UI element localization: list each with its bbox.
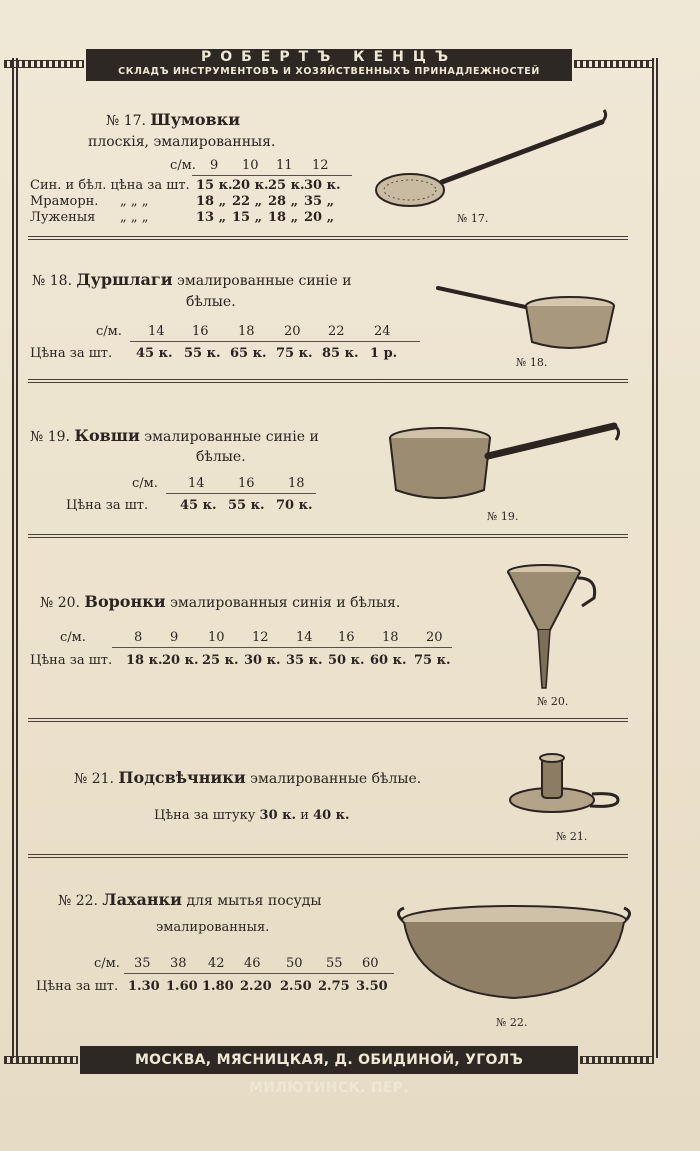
price-cell: 1.80 [202,979,234,994]
company-name: РОБЕРТЪ КЕНЦЪ [200,49,458,65]
size-cell: 11 [276,158,293,173]
row-label: Луженыя [30,210,96,225]
item-20-title: № 20. Воронки эмалированныя синія и бѣлыя. [40,592,401,611]
item-22-title: № 22. Лаханки для мытья посуды [58,890,322,909]
price-cell: 1.30 [128,979,160,994]
price-cell: 1.60 [166,979,198,994]
page-header [86,49,572,81]
row-label: Цѣна за шт. [30,653,113,668]
price-cell: 70 к. [276,498,313,513]
company-subtitle: СКЛАДЪ ИНСТРУМЕНТОВЪ И ХОЗЯЙСТВЕННЫХЪ ПРИНАДЛЕЖНОСТЕЙ [118,66,540,77]
price-cell: 65 к. [230,346,267,361]
size-cell: 16 [338,630,355,645]
price-cell: 1 р. [370,346,398,361]
size-cell: 9 [170,630,179,645]
price-cell: 45 к. [180,498,217,513]
basin-image [396,904,634,1004]
row-label: Мраморн. [30,194,99,209]
size-cell: 38 [170,956,187,971]
size-label: с/м. [170,158,196,173]
size-label: с/м. [132,476,158,491]
price-cell: 15 к. [196,178,233,193]
price-cell: 20 к. [232,178,269,193]
price-cell: 13 „ [196,210,227,225]
size-cell: 60 [362,956,379,971]
size-label: с/м. [96,324,122,339]
price-cell: 20 к. [162,653,199,668]
price-cell: 2.50 [280,979,312,994]
price-cell: 3.50 [356,979,388,994]
price-cell: 25 к. [268,178,305,193]
candlestick-image [506,748,626,820]
section-divider [28,379,628,383]
item-22-price-table [36,956,396,1002]
size-label: с/м. [60,630,86,645]
colander-image [434,282,624,354]
row-label: Син. и бѣл. цѣна за шт. [30,178,190,193]
size-cell: 14 [188,476,205,491]
price-cell: 20 „ [304,210,335,225]
size-cell: 18 [288,476,305,491]
section-divider [28,718,628,722]
image-caption: № 21. [556,830,588,843]
size-cell: 12 [252,630,269,645]
item-17-price-table [30,158,360,228]
price-cell: 55 к. [184,346,221,361]
price-cell: 85 к. [322,346,359,361]
item-17-desc: плоскія, эмалированныя. [88,134,276,150]
price-cell: 75 к. [276,346,313,361]
frame-ornament [580,1056,654,1064]
price-cell: 50 к. [328,653,365,668]
price-cell: 35 к. [286,653,323,668]
image-caption: № 20. [537,695,569,708]
section-divider [28,236,628,240]
item-19-desc-2: бѣлые. [196,449,246,465]
size-cell: 16 [238,476,255,491]
size-cell: 14 [296,630,313,645]
size-cell: 18 [382,630,399,645]
size-cell: 14 [148,324,165,339]
ladle-image [388,416,624,508]
price-cell: 25 к. [202,653,239,668]
ditto-marks: „ „ „ [120,210,149,225]
image-caption: № 22. [496,1016,528,1029]
price-cell: 18 к. [126,653,163,668]
item-18-title: № 18. Дуршлаги эмалированные синіе и [32,270,352,289]
size-cell: 18 [238,324,255,339]
row-label: Цѣна за шт. [30,346,113,361]
price-cell: 35 „ [304,194,335,209]
price-cell: 2.75 [318,979,350,994]
item-18-desc-2: бѣлые. [186,294,236,310]
price-cell: 2.20 [240,979,272,994]
skimmer-image [370,110,620,220]
item-19-title: № 19. Ковши эмалированные синіе и [30,426,319,445]
item-22-desc-2: эмалированныя. [156,920,270,935]
section-divider [28,854,628,858]
ditto-marks: „ „ „ [120,194,149,209]
image-caption: № 18. [516,356,548,369]
price-cell: 60 к. [370,653,407,668]
price-cell: 22 „ [232,194,263,209]
frame-ornament [4,60,84,68]
frame-ornament [4,1056,78,1064]
size-cell: 20 [284,324,301,339]
size-label: с/м. [94,956,120,971]
price-cell: 30 к. [304,178,341,193]
price-cell: 18 „ [196,194,227,209]
page-footer-address: МОСКВА, МЯСНИЦКАЯ, Д. ОБИДИНОЙ, УГОЛЪ МИЛЮТИНСК. ПЕР. [80,1046,578,1074]
price-cell: 45 к. [136,346,173,361]
size-cell: 46 [244,956,261,971]
row-label: Цѣна за шт. [66,498,149,513]
item-21-price: Цѣна за штуку 30 к. и 40 к. [154,808,350,823]
size-cell: 8 [134,630,143,645]
size-cell: 12 [312,158,329,173]
item-17-title: № 17. Шумовки [106,110,241,129]
image-caption: № 17. [457,212,489,225]
funnel-image [504,564,604,694]
size-cell: 50 [286,956,303,971]
size-cell: 55 [326,956,343,971]
image-caption: № 19. [487,510,519,523]
size-cell: 9 [210,158,219,173]
size-cell: 10 [242,158,259,173]
item-18-price-table [30,324,430,370]
size-cell: 24 [374,324,391,339]
size-cell: 35 [134,956,151,971]
size-cell: 16 [192,324,209,339]
price-cell: 75 к. [414,653,451,668]
size-cell: 10 [208,630,225,645]
size-cell: 42 [208,956,225,971]
price-cell: 18 „ [268,210,299,225]
item-20-price-table [30,630,460,676]
row-label: Цѣна за шт. [36,979,119,994]
size-cell: 20 [426,630,443,645]
price-cell: 30 к. [244,653,281,668]
price-cell: 28 „ [268,194,299,209]
frame-ornament [574,60,654,68]
section-divider [28,534,628,538]
size-cell: 22 [328,324,345,339]
price-cell: 55 к. [228,498,265,513]
item-19-price-table [66,476,336,522]
item-21-title: № 21. Подсвѣчники эмалированные бѣлые. [74,768,422,787]
price-cell: 15 „ [232,210,263,225]
